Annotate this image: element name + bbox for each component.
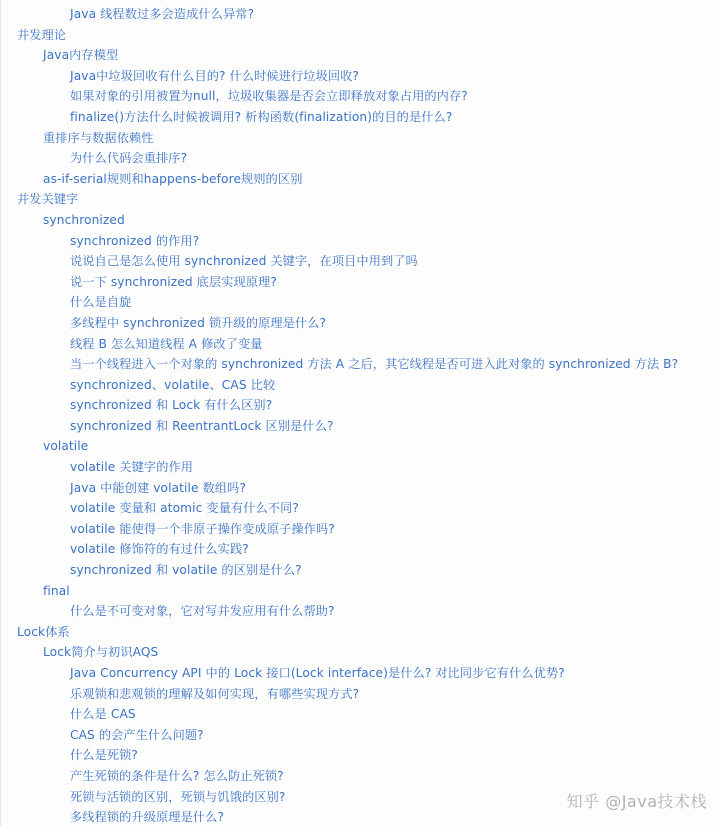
outline-question-item xyxy=(1,416,720,437)
outline-item-text: 什么是自旋 xyxy=(70,295,132,310)
outline-question-item xyxy=(1,745,720,766)
outline-subsection-heading xyxy=(1,210,720,231)
outline-question-item xyxy=(1,519,720,540)
outline-item-text: 说说自己是怎么使用 synchronized 关键字，在项目中用到了吗 xyxy=(70,254,418,269)
outline-item-text: Java 中能创建 volatile 数组吗? xyxy=(70,480,247,495)
outline-question-item xyxy=(1,725,720,746)
outline-item-text: CAS 的会产生什么问题? xyxy=(70,727,204,742)
outline-question-item xyxy=(1,539,720,560)
outline-item-text: 说一下 synchronized 底层实现原理? xyxy=(70,274,277,289)
outline-item-text: 并发关键字 xyxy=(17,192,79,207)
outline-question-item xyxy=(1,148,720,169)
outline-question-item xyxy=(1,272,720,293)
outline-section-heading xyxy=(1,189,720,210)
outline-subsection-heading xyxy=(1,45,720,66)
outline-item-text: 产生死锁的条件是什么? 怎么防止死锁? xyxy=(70,768,284,783)
outline-item-text: synchronized 和 ReentrantLock 区别是什么? xyxy=(70,418,334,433)
outline-section-heading xyxy=(1,622,720,643)
outline-question-item xyxy=(1,292,720,313)
outline-item-text: volatile 能使得一个非原子操作变成原子操作吗? xyxy=(70,521,335,536)
outline-question-item xyxy=(1,395,720,416)
outline-item-text: Lock体系 xyxy=(17,624,70,639)
outline-subsection-heading xyxy=(1,436,720,457)
watermark: 知乎 @Java技术栈 xyxy=(566,792,707,811)
outline-subsection-heading xyxy=(1,581,720,602)
outline-item-text: finalize()方法什么时候被调用? 析构函数(finalization)的目的是什么? xyxy=(70,109,453,124)
outline-question-item xyxy=(1,251,720,272)
outline-item-text: Lock简介与初识AQS xyxy=(43,645,159,660)
outline-item-text: 什么是不可变对象，它对写并发应用有什么帮助? xyxy=(70,604,335,619)
outline-question-item xyxy=(1,375,720,396)
outline-item-text: 为什么代码会重排序? xyxy=(70,151,188,166)
outline-item-text: 什么是死锁? xyxy=(70,748,139,763)
outline-item-text: as-if-serial规则和happens-before规则的区别 xyxy=(43,171,303,186)
outline-item-text: 什么是 CAS xyxy=(70,707,136,722)
outline-question-item xyxy=(1,107,720,128)
outline-item-text: final xyxy=(43,583,70,598)
outline-question-item xyxy=(1,704,720,725)
outline-question-item xyxy=(1,498,720,519)
outline-item-text: Java Concurrency API 中的 Lock 接口(Lock interface)是什么? 对比同步它有什么优势? xyxy=(70,666,565,680)
outline-item-text: volatile xyxy=(43,439,89,454)
outline-item-text: volatile 修饰符的有过什么实践? xyxy=(70,542,249,557)
outline-item-text: synchronized 的作用? xyxy=(70,233,200,248)
outline-item-text: synchronized、volatile、CAS 比较 xyxy=(70,377,276,392)
outline-item-text: volatile 关键字的作用 xyxy=(70,460,194,475)
outline-subsection-heading xyxy=(1,642,720,663)
outline-question-item xyxy=(1,457,720,478)
outline-item-text: 并发理论 xyxy=(17,27,67,42)
outline-item-text: 如果对象的引用被置为null，垃圾收集器是否会立即释放对象占用的内存? xyxy=(70,89,468,104)
outline-question-item xyxy=(1,313,720,334)
outline-item-text: synchronized 和 Lock 有什么区别? xyxy=(70,398,273,413)
outline-item-text: 线程 B 怎么知道线程 A 修改了变量 xyxy=(70,336,263,351)
outline-item-text: 多线程锁的升级原理是什么? xyxy=(70,810,225,825)
outline-list xyxy=(1,4,720,828)
outline-question-item xyxy=(1,684,720,705)
outline-question-item xyxy=(1,4,720,25)
outline-item-text: 重排序与数据依赖性 xyxy=(43,130,154,145)
outline-question-item xyxy=(1,766,720,787)
outline-item-text: 当一个线程进入一个对象的 synchronized 方法 A 之后，其它线程是否可进入此对象的 synchronized 方法 B? xyxy=(70,357,679,372)
outline-question-item xyxy=(1,334,720,355)
outline-item-text: Java 线程数过多会造成什么异常? xyxy=(70,7,255,21)
outline-section-heading xyxy=(1,25,720,46)
outline-question-item xyxy=(1,601,720,622)
outline-item-text: Java内存模型 xyxy=(43,48,119,63)
outline-item-text: volatile 变量和 atomic 变量有什么不同? xyxy=(70,501,300,516)
outline-question-item xyxy=(1,231,720,252)
outline-item-text: 乐观锁和悲观锁的理解及如何实现，有哪些实现方式? xyxy=(70,686,360,701)
outline-item-text: Java中垃圾回收有什么目的? 什么时候进行垃圾回收? xyxy=(70,68,360,83)
outline-question-item xyxy=(1,478,720,499)
outline-item-text: synchronized 和 volatile 的区别是什么? xyxy=(70,563,302,578)
outline-subsection-heading xyxy=(1,128,720,149)
outline-item-text: 多线程中 synchronized 锁升级的原理是什么? xyxy=(70,315,327,330)
outline-item-text: synchronized xyxy=(43,212,125,227)
outline-question-item xyxy=(1,354,720,375)
outline-question-item xyxy=(1,560,720,581)
outline-question-item xyxy=(1,663,720,684)
outline-item-text: 死锁与活锁的区别，死锁与饥饿的区别? xyxy=(70,789,286,804)
outline-question-item xyxy=(1,86,720,107)
outline-question-item xyxy=(1,66,720,87)
outline-subsection-heading xyxy=(1,169,720,190)
